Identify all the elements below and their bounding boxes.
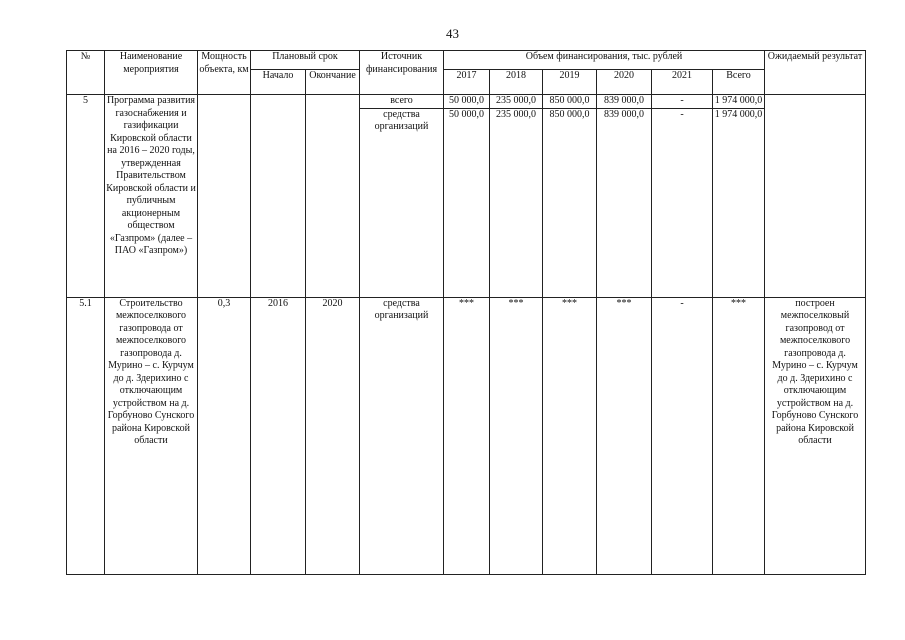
header-planned-term: Плановый срок <box>251 51 360 70</box>
row-number: 5 <box>67 95 105 298</box>
funding-total: *** <box>713 297 765 574</box>
capacity-cell: 0,3 <box>198 297 251 574</box>
end-cell: 2020 <box>306 297 360 574</box>
program-table <box>66 50 866 575</box>
page-number: 43 <box>446 26 459 41</box>
expected-result <box>765 95 866 298</box>
table-row <box>67 95 866 109</box>
funding-value: 235 000,0 <box>490 108 543 297</box>
funding-value: - <box>652 95 713 109</box>
header-total: Всего <box>713 70 765 95</box>
capacity-cell <box>198 95 251 298</box>
funding-value: - <box>652 108 713 297</box>
funding-value: *** <box>490 297 543 574</box>
funding-total: 1 974 000,0 <box>713 95 765 109</box>
header-source: Источник финансирования <box>360 51 444 95</box>
header-year-2020: 2020 <box>597 70 652 95</box>
header-start: Начало <box>251 70 306 95</box>
header-year-2018: 2018 <box>490 70 543 95</box>
start-cell: 2016 <box>251 297 306 574</box>
end-cell <box>306 95 360 298</box>
funding-value: 50 000,0 <box>444 108 490 297</box>
funding-value: - <box>652 297 713 574</box>
funding-value: 50 000,0 <box>444 95 490 109</box>
funding-value: 839 000,0 <box>597 108 652 297</box>
funding-value: *** <box>543 297 597 574</box>
funding-value: *** <box>597 297 652 574</box>
header-end: Окончание <box>306 70 360 95</box>
header-capacity: Мощность объекта, км <box>198 51 251 95</box>
header-row-1 <box>67 51 866 70</box>
funding-value: 839 000,0 <box>597 95 652 109</box>
source-label: всего <box>360 95 444 109</box>
measure-name: Программа развития газоснабжения и газификации Кировской области на 2016 – 2020 годы, утвержденная Правительством Кировской области и публичным акционерным обществом «Газпром» (далее – ПАО «Газпром») <box>105 95 198 298</box>
header-name: Наименование мероприятия <box>105 51 198 95</box>
table-row <box>67 297 866 574</box>
header-year-2017: 2017 <box>444 70 490 95</box>
measure-name: Строительство межпоселкового газопровода от межпоселкового газопровода д. Мурино – с. Курчум до д. Здерихино с отключающим устройством на д. Горбуново Сунского района Кировской области <box>105 297 198 574</box>
funding-value: 850 000,0 <box>543 95 597 109</box>
header-result: Ожидаемый результат <box>765 51 866 95</box>
header-year-2019: 2019 <box>543 70 597 95</box>
source-label: средства организаций <box>360 108 444 297</box>
funding-value: 850 000,0 <box>543 108 597 297</box>
funding-value: 235 000,0 <box>490 95 543 109</box>
header-funding: Объем финансирования, тыс. рублей <box>444 51 765 70</box>
start-cell <box>251 95 306 298</box>
row-number: 5.1 <box>67 297 105 574</box>
funding-total: 1 974 000,0 <box>713 108 765 297</box>
header-num: № <box>67 51 105 95</box>
header-year-2021: 2021 <box>652 70 713 95</box>
funding-value: *** <box>444 297 490 574</box>
source-label: средства организаций <box>360 297 444 574</box>
expected-result: построен межпоселковый газопровод от межпоселкового газопровода д. Мурино – с. Курчум до д. Здерихино с отключающим устройством на д. Горбуново Сунского района Кировской области <box>765 297 866 574</box>
